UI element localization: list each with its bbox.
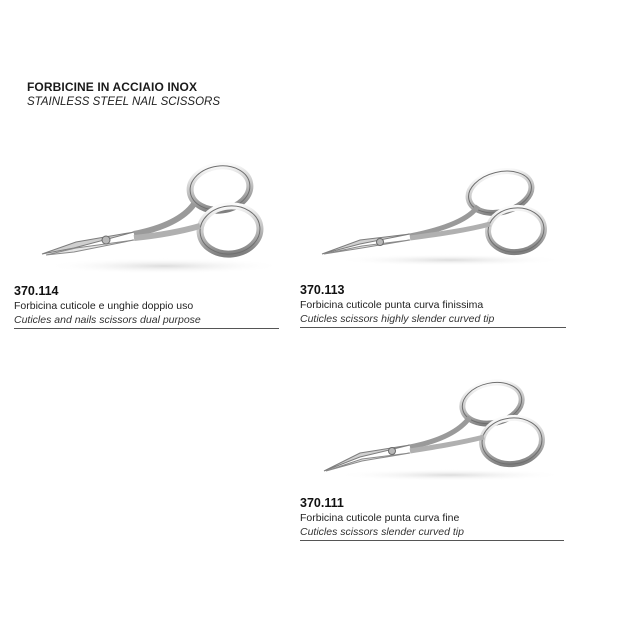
section-header (27, 80, 220, 110)
scissors-icon (14, 148, 282, 283)
scissors-icon (300, 375, 568, 495)
divider (14, 328, 279, 329)
product-caption (300, 495, 564, 541)
divider (300, 327, 566, 328)
divider (300, 540, 564, 541)
product-caption (14, 283, 279, 329)
product-caption (300, 282, 566, 328)
product-code: 370.113 (300, 283, 345, 297)
product-code: 370.111 (300, 496, 344, 510)
product-name-italian: Forbicina cuticole punta curva finissima (300, 299, 484, 311)
scissors-icon (300, 160, 568, 282)
product-name-english: Cuticles and nails scissors dual purpose (14, 314, 201, 326)
product-name-italian: Forbicina cuticole e unghie doppio uso (14, 300, 194, 312)
product-code: 370.114 (14, 284, 59, 298)
section-title-english: STAINLESS STEEL NAIL SCISSORS (27, 96, 221, 108)
product-name-english: Cuticles scissors slender curved tip (300, 526, 464, 538)
product-name-italian: Forbicina cuticole punta curva fine (300, 512, 460, 524)
product-name-english: Cuticles scissors highly slender curved tip (300, 313, 495, 325)
section-title-italian: FORBICINE IN ACCIAIO INOX (27, 80, 198, 94)
